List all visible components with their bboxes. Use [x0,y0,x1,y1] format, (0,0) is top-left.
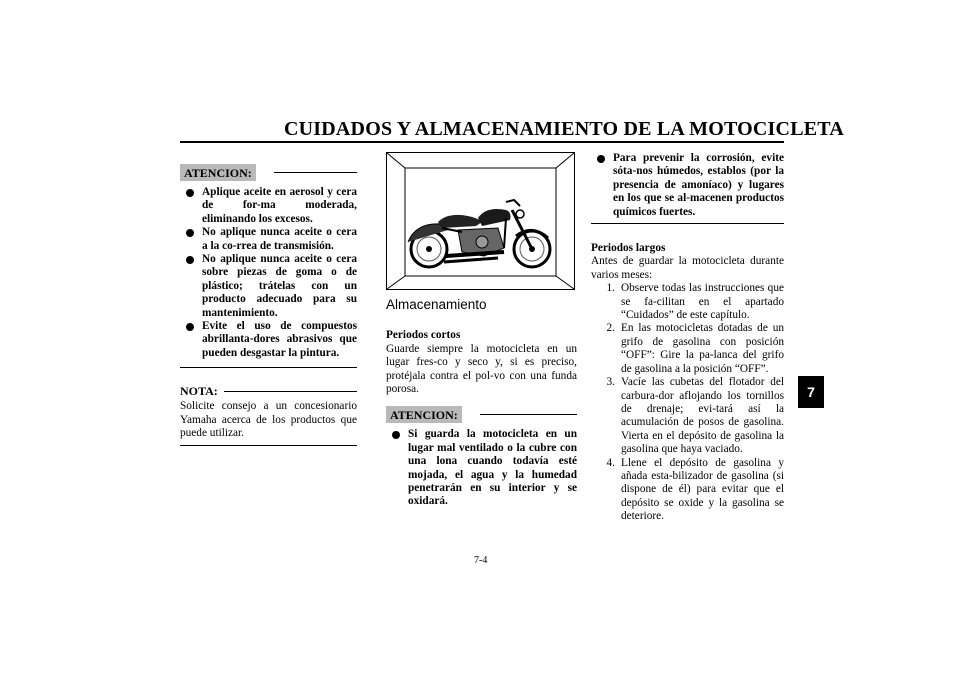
page-number: 7-4 [474,555,488,566]
bullet-icon [186,256,194,264]
motorcycle-icon [386,152,575,290]
caution-header-rule [480,414,577,415]
caution-item: Para prevenir la corrosión, evite sóta-nos húmedos, establos (por la presencia de amoníaco) y lugares en los que se al-macenen productos químicos fuertes. [591,152,784,219]
caution-item: Aplique aceite en aerosol y cera de for-ma moderada, eliminando los excesos. [180,186,357,226]
page-title: CUIDADOS Y ALMACENAMIENTO DE LA MOTOCICLETA [284,118,844,140]
caution-item: Si guarda la motocicleta en un lugar mal ventilado o la cubre con una lona cuando todavía esté mojada, el agua y la humedad penetrarán en su interior y se oxidará. [386,428,577,508]
motorcycle-garage-figure [386,152,575,290]
caution-header [180,162,357,182]
right-column [591,152,784,524]
storage-steps [591,282,784,523]
caution-label: ATENCION: [180,164,256,181]
long-term-intro: Antes de guardar la motocicleta durante varios meses: [591,255,784,281]
note-header [180,384,357,398]
list-item: 2. En las motocicletas dotadas de un grifo de gasolina con posición “OFF”: Gire la pa-lanca del grifo de gasolina a la posición “OFF”. [606,322,784,375]
short-term-text: Guarde siempre la motocicleta en un lugar fres-co y seco y, si es preciso, protéjala contra el pol-vo con una funda porosa. [386,342,577,396]
middle-column [386,152,577,509]
caution-list [386,428,577,508]
caution-item: No aplique nunca aceite o cera sobre piezas de goma o de plástico; trátelas con un producto adecuado para su mantenimiento. [180,253,357,320]
list-item: 1. Observe todas las instrucciones que se fa-cilitan en el apartado “Cuidados” de este capítulo. [606,282,784,322]
bullet-icon [186,323,194,331]
caution-list [180,186,357,360]
caution-item: Evite el uso de compuestos abrillanta-dores abrasivos que pueden desgastar la pintura. [180,320,357,360]
note-text: Solicite consejo a un concesionario Yamaha acerca de los productos que puede utilizar. [180,400,357,440]
bullet-icon [392,431,400,439]
bullet-icon [597,155,605,163]
caution-item: No aplique nunca aceite o cera a la co-rrea de transmisión. [180,226,357,253]
list-item: 3. Vacíe las cubetas del flotador del carbura-dor aflojando los tornillos de drenaje; evi-tará así la acumulación de posos de gasolina. Vierta en el depósito de gasolina la gasolina que haya vaciado. [606,376,784,456]
note-label: NOTA: [180,383,218,398]
short-term-heading: Periodos cortos [386,329,461,342]
caution-list [591,152,784,219]
chapter-tab: 7 [798,376,824,408]
header-rule [180,141,784,143]
caution-header-rule [274,172,357,173]
caution-label: ATENCION: [386,406,462,423]
long-term-heading: Periodos largos [591,242,666,255]
note-header-rule [224,391,357,392]
list-item: 4. Llene el depósito de gasolina y añada esta-bilizador de gasolina (si dispone de él) para evitar que el depósito se oxide y la gasolina se deteriore. [606,456,784,523]
caution-end-rule [180,367,357,368]
caution-end-rule [591,223,784,224]
note-end-rule [180,445,357,446]
caution-header [386,404,577,424]
bullet-icon [186,189,194,197]
left-column [180,162,357,446]
section-title: Almacenamiento [386,297,487,312]
bullet-icon [186,229,194,237]
